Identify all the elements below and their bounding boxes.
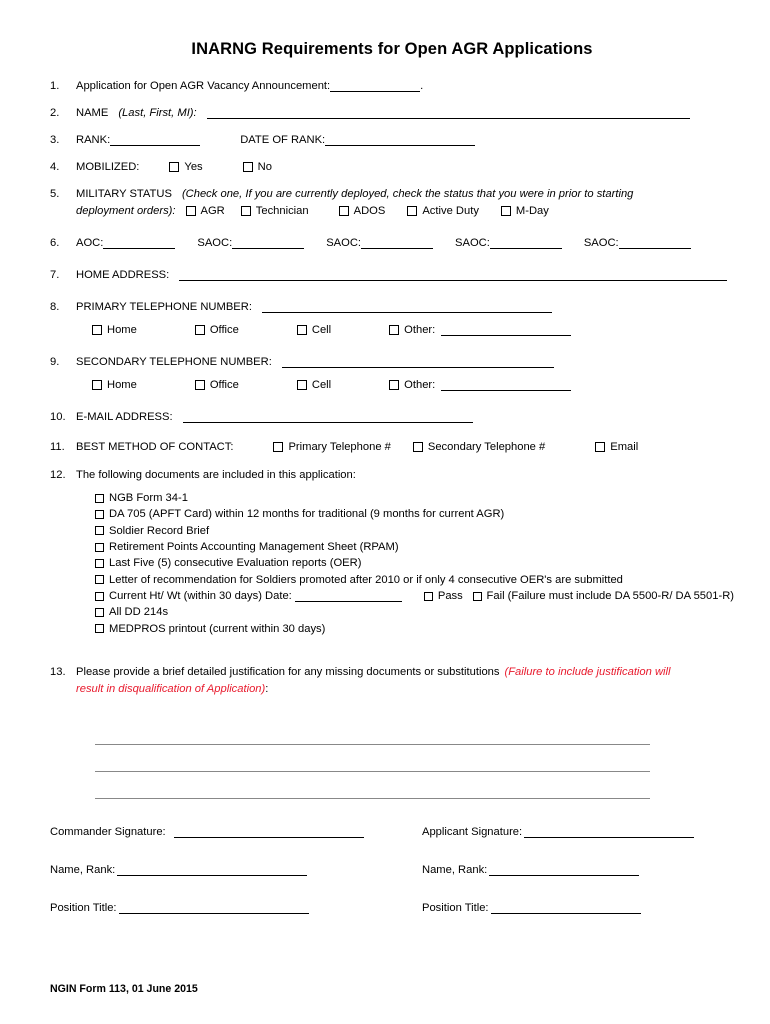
signature-row-position-title xyxy=(50,902,734,914)
secondary-other-option[interactable] xyxy=(389,378,571,392)
form-item-11 xyxy=(50,440,734,454)
item-number: 4. xyxy=(50,161,60,173)
primary-other-label: Other: xyxy=(404,324,436,336)
primary-other-option[interactable] xyxy=(389,323,571,337)
form-item-4 xyxy=(50,160,734,174)
checkbox-icon[interactable] xyxy=(95,592,104,601)
status-mday-option[interactable] xyxy=(501,204,549,218)
secondary-home-label: Home xyxy=(107,379,137,391)
checkbox-icon[interactable] xyxy=(243,162,253,172)
checkbox-icon[interactable] xyxy=(424,592,433,601)
checkbox-icon[interactable] xyxy=(389,380,399,390)
item-13-warning-line1: (Failure to include justification will xyxy=(504,666,671,679)
commander-signature-cell xyxy=(50,826,422,838)
commander-name-rank-label: Name, Rank: xyxy=(50,864,116,876)
checkbox-icon[interactable] xyxy=(169,162,179,172)
document-label: All DD 214s xyxy=(109,606,169,619)
checkbox-icon[interactable] xyxy=(95,494,104,503)
document-checkbox-item-ht-wt[interactable] xyxy=(95,588,734,604)
document-checkbox-item[interactable] xyxy=(95,621,734,637)
justification-input-line-3[interactable] xyxy=(95,772,650,799)
primary-office-label: Office xyxy=(209,324,239,336)
contact-email-option[interactable] xyxy=(595,440,638,454)
item-2-label: NAME xyxy=(76,107,109,119)
form-item-10 xyxy=(50,410,734,424)
item-number: 9. xyxy=(50,356,60,368)
item-1-label: Application for Open AGR Vacancy Announcement: xyxy=(76,80,331,92)
item-number: 1. xyxy=(50,80,60,92)
item-13-warning-line2: result in disqualification of Application) xyxy=(76,683,266,696)
contact-secondary-option[interactable] xyxy=(413,440,545,454)
checkbox-icon[interactable] xyxy=(195,380,205,390)
item-3-label-date-of-rank: DATE OF RANK: xyxy=(240,134,326,146)
item-6-label-saoc-3: SAOC: xyxy=(455,237,490,249)
checkbox-icon[interactable] xyxy=(389,325,399,335)
checkbox-icon[interactable] xyxy=(95,510,104,519)
checkbox-icon[interactable] xyxy=(95,575,104,584)
mobilized-yes-label: Yes xyxy=(184,161,203,173)
contact-secondary-label: Secondary Telephone # xyxy=(427,441,546,453)
secondary-cell-label: Cell xyxy=(311,379,332,391)
saoc-input-3[interactable] xyxy=(490,237,562,249)
secondary-other-input[interactable] xyxy=(441,379,571,391)
item-number: 12. xyxy=(50,469,66,481)
form-item-12 xyxy=(50,468,734,637)
item-6-label-saoc-2: SAOC: xyxy=(326,237,362,249)
form-item-13 xyxy=(50,665,734,799)
secondary-home-option[interactable] xyxy=(92,378,137,392)
checkbox-icon[interactable] xyxy=(473,592,482,601)
item-number: 5. xyxy=(50,188,60,200)
status-mday-label: M-Day xyxy=(515,205,549,217)
item-12-label: The following documents are included in this application: xyxy=(76,469,356,481)
form-item-8 xyxy=(50,300,734,337)
item-10-label: E-MAIL ADDRESS: xyxy=(76,411,173,423)
document-label: Current Ht/ Wt (within 30 days) Date: xyxy=(109,590,292,603)
document-checkbox-item[interactable] xyxy=(95,572,734,588)
commander-position-title-input[interactable] xyxy=(119,902,309,914)
checkbox-icon[interactable] xyxy=(95,608,104,617)
form-item-9 xyxy=(50,355,734,392)
primary-telephone-input[interactable] xyxy=(262,301,552,313)
checkbox-icon[interactable] xyxy=(95,624,104,633)
signature-block xyxy=(50,826,734,940)
item-number: 13. xyxy=(50,666,66,679)
contact-primary-option[interactable] xyxy=(273,440,390,454)
item-3-label-rank: RANK: xyxy=(76,134,111,146)
commander-position-title-cell xyxy=(50,902,422,914)
page-title: INARNG Requirements for Open AGR Applications xyxy=(191,40,593,58)
vacancy-announcement-input[interactable] xyxy=(330,80,420,92)
document-checkbox-item[interactable] xyxy=(95,523,734,539)
checkbox-icon[interactable] xyxy=(297,380,307,390)
primary-phone-type-options xyxy=(92,323,734,337)
justification-lines xyxy=(95,718,734,799)
form-item-6 xyxy=(50,236,734,250)
secondary-office-label: Office xyxy=(209,379,239,391)
applicant-signature-input[interactable] xyxy=(524,826,694,838)
primary-cell-option[interactable] xyxy=(297,323,331,337)
form-item-1 xyxy=(50,79,734,93)
item-13-label: Please provide a brief detailed justification for any missing documents or substitutions xyxy=(76,666,500,679)
document-label: Letter of recommendation for Soldiers promoted after 2010 or if only 4 consecutive OER's are submitted xyxy=(109,573,623,586)
contact-primary-label: Primary Telephone # xyxy=(288,441,391,453)
contact-email-label: Email xyxy=(610,441,639,453)
document-label: Soldier Record Brief xyxy=(109,524,210,537)
document-checkbox-item[interactable] xyxy=(95,506,734,522)
checkbox-icon[interactable] xyxy=(92,380,102,390)
primary-home-label: Home xyxy=(107,324,137,336)
form-item-3 xyxy=(50,133,734,147)
document-label: NGB Form 34-1 xyxy=(109,492,188,504)
applicant-name-rank-cell xyxy=(422,864,639,876)
item-6-label-saoc-4: SAOC: xyxy=(583,237,619,249)
checkbox-icon[interactable] xyxy=(92,325,102,335)
form-item-7 xyxy=(50,268,734,282)
applicant-name-rank-input[interactable] xyxy=(489,864,639,876)
rank-input[interactable] xyxy=(110,134,200,146)
saoc-input-2[interactable] xyxy=(361,237,433,249)
mobilized-no-option[interactable] xyxy=(243,160,272,174)
checkbox-icon[interactable] xyxy=(95,526,104,535)
required-documents-list xyxy=(95,490,734,637)
checkbox-icon[interactable] xyxy=(273,442,283,452)
signature-row-signatures xyxy=(50,826,734,838)
commander-name-rank-input[interactable] xyxy=(117,864,307,876)
saoc-input-4[interactable] xyxy=(619,237,691,249)
commander-signature-label: Commander Signature: xyxy=(50,826,166,838)
status-agr-option[interactable] xyxy=(186,204,225,218)
item-6-label-aoc: AOC: xyxy=(76,237,104,249)
justification-input-line-2[interactable] xyxy=(95,745,650,772)
applicant-name-rank-label: Name, Rank: xyxy=(422,864,488,876)
primary-home-option[interactable] xyxy=(92,323,137,337)
aoc-input[interactable] xyxy=(103,237,175,249)
item-number: 7. xyxy=(50,269,60,281)
document-label: Retirement Points Accounting Management Sheet (RPAM) xyxy=(109,541,399,554)
item-number: 8. xyxy=(50,301,60,313)
commander-signature-input[interactable] xyxy=(174,826,364,838)
primary-cell-label: Cell xyxy=(311,324,332,336)
date-of-rank-input[interactable] xyxy=(325,134,475,146)
applicant-position-title-cell xyxy=(422,902,641,914)
form-item-2 xyxy=(50,106,734,120)
status-ados-label: ADOS xyxy=(353,205,386,217)
checkbox-icon[interactable] xyxy=(413,442,423,452)
checkbox-icon[interactable] xyxy=(186,206,196,216)
secondary-office-option[interactable] xyxy=(195,378,239,392)
item-4-label: MOBILIZED: xyxy=(76,161,140,173)
checkbox-icon[interactable] xyxy=(339,206,349,216)
item-5-hint-line2: deployment orders): xyxy=(76,205,176,217)
signature-row-name-rank xyxy=(50,864,734,876)
justification-input-line-1[interactable] xyxy=(95,718,650,745)
primary-other-input[interactable] xyxy=(441,324,571,336)
commander-name-rank-cell xyxy=(50,864,422,876)
checkbox-icon[interactable] xyxy=(95,543,104,552)
item-number: 2. xyxy=(50,107,60,119)
item-5-hint-line1: (Check one, If you are currently deployed, check the status that you were in prior to starting xyxy=(181,188,634,200)
checkbox-icon[interactable] xyxy=(195,325,205,335)
secondary-other-label: Other: xyxy=(404,379,436,391)
item-2-hint: (Last, First, MI): xyxy=(118,107,197,119)
document-checkbox-item[interactable] xyxy=(95,490,734,506)
applicant-position-title-input[interactable] xyxy=(491,902,641,914)
document-checkbox-item[interactable] xyxy=(95,555,734,571)
home-address-input[interactable] xyxy=(179,269,727,281)
form-footer: NGIN Form 113, 01 June 2015 xyxy=(50,983,198,995)
item-7-label: HOME ADDRESS: xyxy=(76,269,170,281)
checkbox-icon[interactable] xyxy=(595,442,605,452)
item-1-trailing: . xyxy=(420,80,424,92)
item-number: 3. xyxy=(50,134,60,146)
ht-wt-pass-label: Pass xyxy=(437,590,463,603)
secondary-cell-option[interactable] xyxy=(297,378,331,392)
status-technician-option[interactable] xyxy=(241,204,309,218)
form-item-5 xyxy=(50,187,734,218)
primary-office-option[interactable] xyxy=(195,323,239,337)
document-checkbox-item[interactable] xyxy=(95,604,734,620)
item-number: 10. xyxy=(50,411,66,423)
item-13-colon: : xyxy=(265,683,269,696)
email-address-input[interactable] xyxy=(183,411,473,423)
document-checkbox-item[interactable] xyxy=(95,539,734,555)
commander-position-title-label: Position Title: xyxy=(50,902,117,914)
checkbox-icon[interactable] xyxy=(241,206,251,216)
ht-wt-fail-label: Fail (Failure must include DA 5500-R/ DA 5501-R) xyxy=(486,590,734,603)
secondary-telephone-input[interactable] xyxy=(282,356,554,368)
status-active-duty-option[interactable] xyxy=(407,204,479,218)
checkbox-icon[interactable] xyxy=(501,206,511,216)
mobilized-no-label: No xyxy=(257,161,272,173)
saoc-input-1[interactable] xyxy=(232,237,304,249)
item-8-label: PRIMARY TELEPHONE NUMBER: xyxy=(76,301,252,313)
applicant-signature-cell xyxy=(422,826,694,838)
status-agr-label: AGR xyxy=(200,205,225,217)
status-active-duty-label: Active Duty xyxy=(422,205,479,217)
secondary-phone-type-options xyxy=(92,378,734,392)
document-label: DA 705 (APFT Card) within 12 months for traditional (9 months for current AGR) xyxy=(109,508,505,521)
form-content xyxy=(50,40,734,812)
item-number: 6. xyxy=(50,237,60,249)
applicant-position-title-label: Position Title: xyxy=(422,902,489,914)
status-technician-label: Technician xyxy=(255,205,309,217)
checkbox-icon[interactable] xyxy=(95,559,104,568)
item-6-label-saoc-1: SAOC: xyxy=(197,237,233,249)
document-label: Last Five (5) consecutive Evaluation reports (OER) xyxy=(109,557,362,570)
ht-wt-date-input[interactable] xyxy=(295,590,403,602)
item-11-label: BEST METHOD OF CONTACT: xyxy=(76,441,234,453)
mobilized-yes-option[interactable] xyxy=(169,160,202,174)
applicant-signature-label: Applicant Signature: xyxy=(422,826,523,838)
name-input[interactable] xyxy=(207,107,690,119)
checkbox-icon[interactable] xyxy=(407,206,417,216)
item-number: 11. xyxy=(50,441,65,453)
checkbox-icon[interactable] xyxy=(297,325,307,335)
document-label: MEDPROS printout (current within 30 days) xyxy=(109,622,326,635)
item-9-label: SECONDARY TELEPHONE NUMBER: xyxy=(76,356,272,368)
item-5-label: MILITARY STATUS xyxy=(76,188,172,200)
status-ados-option[interactable] xyxy=(339,204,386,218)
